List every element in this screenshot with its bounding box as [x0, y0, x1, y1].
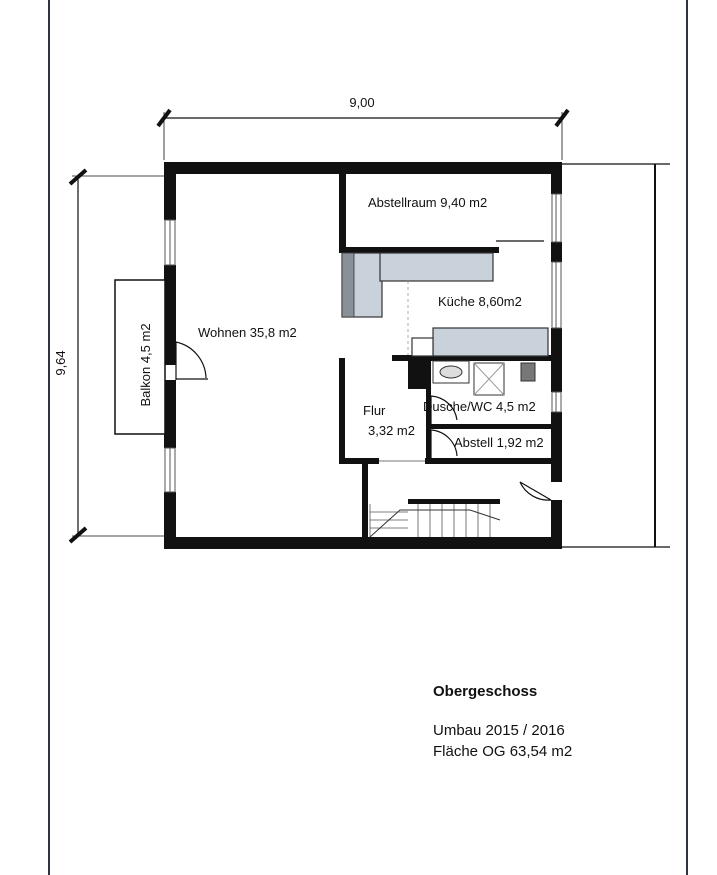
room-label-flur: Flur — [363, 403, 386, 418]
floor-title: Obergeschoss — [433, 683, 538, 700]
interior-walls — [339, 174, 551, 544]
area-line: Fläche OG 63,54 m2 — [433, 743, 573, 760]
info-block — [433, 683, 572, 762]
stairs — [370, 504, 500, 537]
room-label-dusche: Dusche/WC 4,5 m2 — [423, 399, 536, 414]
renovation-line: Umbau 2015 / 2016 — [433, 722, 565, 739]
room-label-abstell: Abstell 1,92 m2 — [454, 435, 544, 450]
room-label-abstellraum: Abstellraum 9,40 m2 — [368, 195, 488, 210]
room-label-kueche: Küche 8,60m2 — [438, 294, 522, 309]
width-dimension — [158, 110, 568, 160]
bathroom-fixtures — [433, 361, 535, 395]
width-dimension-label: 9,00 — [349, 95, 375, 110]
room-label-wohnen: Wohnen 35,8 m2 — [198, 325, 297, 340]
room-label-flur-area: 3,32 m2 — [368, 423, 415, 438]
right-bracket — [562, 164, 670, 547]
room-label-balkon: Balkon 4,5 m2 — [138, 323, 153, 407]
height-dimension-label: 9,64 — [53, 350, 68, 376]
